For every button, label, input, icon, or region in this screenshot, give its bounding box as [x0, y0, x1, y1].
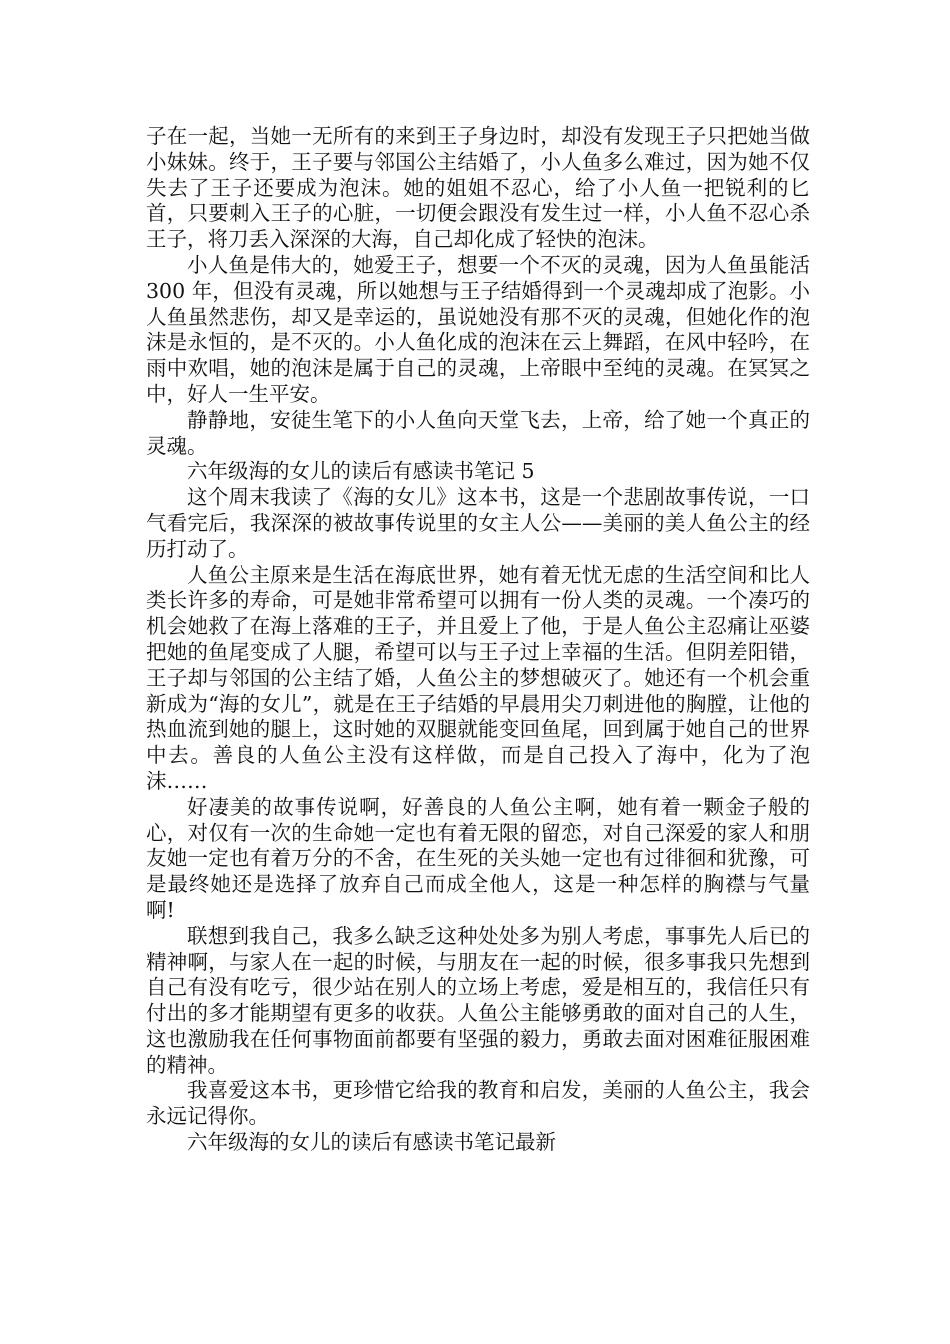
paragraph: 静静地，安徒生笔下的小人鱼向天堂飞去，上帝，给了她一个真正的灵魂。 [146, 407, 810, 458]
paragraph: 人鱼公主原来是生活在海底世界，她有着无忧无虑的生活空间和比人类长许多的寿命，可是她非常希望可以拥有一份人类的灵魂。一个凑巧的机会她救了在海上落难的王子，并且爱上了他，于是人鱼公主忍痛让巫婆把她的鱼尾变成了人腿，希望可以与王子过上幸福的生活。但阴差阳错，王子却与邻国的公主结了婚，人鱼公主的梦想破灭了。她还有一个机会重新成为“海的女儿”，就是在王子结婚的早晨用尖刀刺进他的胸膛，让他的热血流到她的腿上，这时她的双腿就能变回鱼尾，回到属于她自己的世界中去。善良的人鱼公主没有这样做，而是自己投入了海中，化为了泡沫…… [146, 562, 810, 793]
paragraph: 好凄美的故事传说啊，好善良的人鱼公主啊，她有着一颗金子般的心，对仅有一次的生命她一定也有着无限的留恋，对自己深爱的家人和朋友她一定也有着万分的不舍，在生死的关头她一定也有过徘徊和犹豫，可是最终她还是选择了放弃自己而成全他人，这是一种怎样的胸襟与气量啊! [146, 794, 810, 922]
paragraph: 联想到我自己，我多么缺乏这种处处多为别人考虑，事事先人后已的精神啊，与家人在一起的时候，与朋友在一起的时候，很多事我只先想到自己有没有吃亏，很少站在别人的立场上考虑，爱是相互的，我信任只有付出的多才能期望有更多的收获。人鱼公主能够勇敢的面对自己的人生，这也激励我在任何事物面前都要有坚强的毅力，勇敢去面对困难征服困难的精神。 [146, 923, 810, 1077]
document-body [146, 124, 810, 1156]
paragraph-continued: 子在一起，当她一无所有的来到王子身边时，却没有发现王子只把她当做小妹妹。终于，王子要与邻国公主结婚了，小人鱼多么难过，因为她不仅失去了王子还要成为泡沫。她的姐姐不忍心，给了小人鱼一把锐利的匕首，只要刺入王子的心脏，一切便会跟没有发生过一样，小人鱼不忍心杀王子，将刀丢入深深的大海，自己却化成了轻快的泡沫。 [146, 124, 810, 252]
paragraph: 这个周末我读了《海的女儿》这本书，这是一个悲剧故事传说，一口气看完后，我深深的被故事传说里的女主人公——美丽的美人鱼公主的经历打动了。 [146, 485, 810, 561]
section-heading: 六年级海的女儿的读后有感读书笔记 5 [187, 459, 535, 484]
paragraph: 小人鱼是伟大的，她爱王子，想要一个不灭的灵魂，因为人鱼虽能活 300 年，但没有灵魂，所以她想与王子结婚得到一个灵魂却成了泡影。小人鱼虽然悲伤，却又是幸运的，虽说她没有那不灭的灵魂，但她化作的泡沫是永恒的，是不灭的。小人鱼化成的泡沫在云上舞蹈，在风中轻吟，在雨中欢唱，她的泡沫是属于自己的灵魂，上帝眼中至纯的灵魂。在冥冥之中，好人一生平安。 [146, 252, 810, 406]
section-heading: 六年级海的女儿的读后有感读书笔记最新 [187, 1130, 556, 1155]
paragraph: 我喜爱这本书，更珍惜它给我的教育和启发，美丽的人鱼公主，我会永远记得你。 [146, 1078, 810, 1129]
